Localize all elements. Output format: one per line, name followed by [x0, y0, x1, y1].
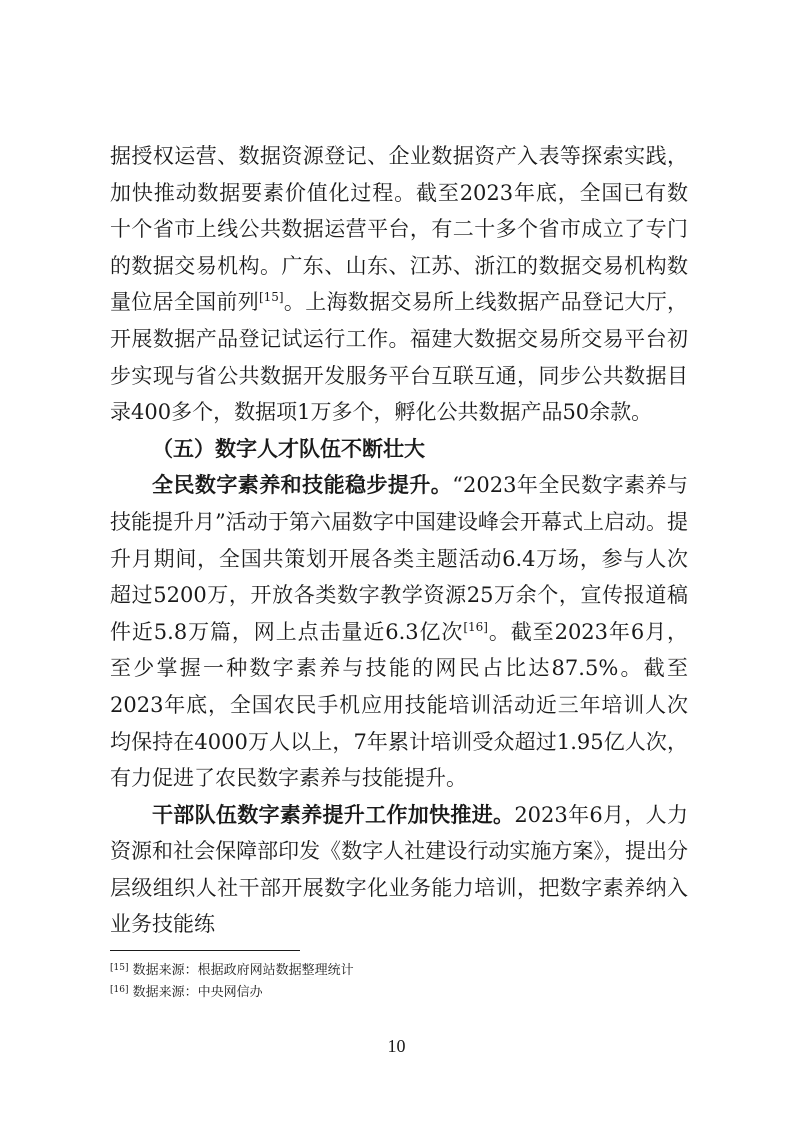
footnote-divider [110, 950, 300, 951]
footnotes [110, 960, 688, 1004]
footnote-item [110, 982, 688, 1004]
body-text [110, 138, 688, 943]
footnote-text: 数据来源：根据政府网站数据整理统计 [132, 963, 354, 978]
footnote-item [110, 960, 688, 982]
section-heading: （五）数字人才队伍不断壮大 [152, 435, 425, 461]
page-number: 10 [387, 1036, 406, 1056]
paragraph-text: 据授权运营、数据资源登记、企业数据资产入表等探索实践，加快推动数据要素价值化过程。截至2023年底，全国已有数十个省市上线公共数据运营平台，有二十多个省市成立了专门的数据交易机构。广东、山东、江苏、浙江的数据交易机构数量位居全国前列 [110, 144, 688, 315]
footnote-number: [16] [110, 985, 129, 995]
footnote-reference[interactable]: [16] [463, 619, 488, 634]
footnote-number: [15] [110, 963, 129, 973]
paragraph-text: 。上海数据交易所上线数据产品登记大厅，开展数据产品登记试运行工作。福建大数据交易所交易平台初步实现与省公共数据开发服务平台互联互通，同步公共数据目录400多个，数据项1万多个，孵化公共数据产品50余款。 [110, 290, 689, 425]
footnote-reference[interactable]: [15] [258, 290, 284, 305]
footnote-text: 数据来源：中央网信办 [132, 985, 263, 1000]
paragraph-lead: 全民数字素养和技能稳步提升。 [152, 472, 453, 498]
paragraph-continuation [110, 138, 688, 431]
paragraph-text: 2023年6月，人力资源和社会保障部印发《数字人社建设行动实施方案》，提出分层级组织人社干部开展数字化业务能力培训，把数字素养纳入业务技能练 [110, 802, 688, 937]
paragraph-text: 。截至2023年6月，至少掌握一种数字素养与技能的网民占比达87.5%。截至2023年底，全国农民手机应用技能培训活动近三年培训人次均保持在4000万人以上，7年累计培训受众超过1.95亿人次，有力促进了农民数字素养与技能提升。 [110, 619, 688, 791]
paragraph-cadre-literacy [110, 797, 688, 943]
paragraph-digital-literacy [110, 467, 688, 796]
paragraph-lead: 干部队伍数字素养提升工作加快推进。 [152, 801, 515, 827]
paragraph-text: “2023年全民数字素养与技能提升月”活动于第六届数字中国建设峰会开幕式上启动。提升月期间，全国共策划开展各类主题活动6.4万场，参与人次超过5200万，开放各类数字教学资源25万余个，宣传报道稿件近5.8万篇，网上点击量近6.3亿次 [110, 473, 688, 644]
